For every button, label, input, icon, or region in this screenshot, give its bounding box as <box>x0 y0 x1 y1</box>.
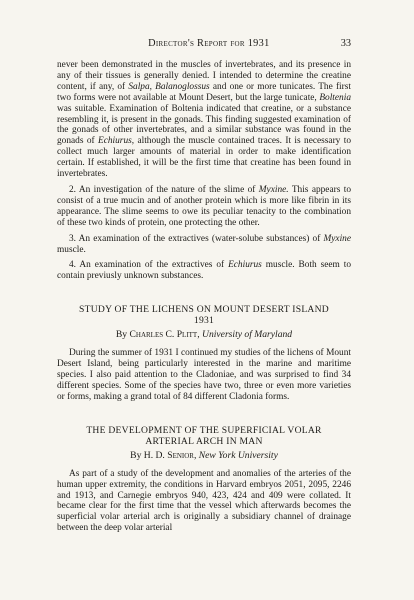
intro-paragraph: never been demonstrated in the muscles of invertebrates, and its presence in any of their tissues is generally denied. I intended to determine the creatine content, if any, of Salpa, Balanoglossus and one or more tunicates. The first two forms were not available at Mount Desert, but the large tunicate, Boltenia was suitable. Examination of Boltenia indicated that creatine, or a substance resembling it, is present in the gonads. This finding suggested examination of the gonads of other invertebrates, and a similar substance was found in the gonads of Echiurus, although the muscle contained traces. It is necessary to collect much larger amounts of material in order to make identification certain. If established, it will be the first time that creatine has been found in invertebrates. <box>57 60 351 180</box>
running-header <box>57 38 351 49</box>
byline-lichens: By Charles C. Plitt, University of Maryland <box>115 329 293 341</box>
running-title: Director's Report for 1931 <box>148 38 270 49</box>
list-item-2: 2. An investigation of the nature of the slime of Myxine. This appears to consist of a true mucin and of another protein which is more like fibrin in its appearance. The slime seems to owe its peculiar tenacity to the combination of these two kinds of protein, one protecting the other. <box>57 184 351 228</box>
section-title-lichens: STUDY OF THE LICHENS ON MOUNT DESERT ISLAND 1931 <box>79 304 329 327</box>
section-title-volar-arch: THE DEVELOPMENT OF THE SUPERFICIAL VOLAR ARTERIAL ARCH IN MAN <box>86 424 322 447</box>
author-name: Charles C. Plitt, <box>129 329 200 341</box>
author-name: H. D. Senior, <box>143 449 197 461</box>
byline-volar-arch: By H. D. Senior, New York University <box>130 449 278 461</box>
page-number: 33 <box>340 38 351 49</box>
author-affiliation: New York University <box>198 449 278 461</box>
author-affiliation: University of Maryland <box>202 329 293 341</box>
list-item-3: 3. An examination of the extractives (water-solube substances) of Myxine muscle. <box>57 233 351 255</box>
list-item-4: 4. An examination of the extractives of Echiurus muscle. Both seem to contain previusly unknown substances. <box>57 260 351 282</box>
section-body-lichens: During the summer of 1931 I continued my studies of the lichens of Mount Desert Island, being particularly interested in the marine and maritime species. I also paid attention to the Cladoniae, and was surprised to find 34 different species. Some of the species have two, three or even more varieties or forms, making a grand total of 84 different Cladonia forms. <box>57 348 351 402</box>
section-body-volar-arch: As part of a study of the development and anomalies of the arteries of the human upper extremity, the conditions in Harvard embryos 2051, 2095, 2246 and 1913, and Carnegie embryos 940, 423, 424 and 409 were collated. It became clear for the first time that the vessel which afterwards becomes the superficial volar arterial arch is originally a subsidiary channel of drainage between the deep volar arterial <box>57 468 351 534</box>
